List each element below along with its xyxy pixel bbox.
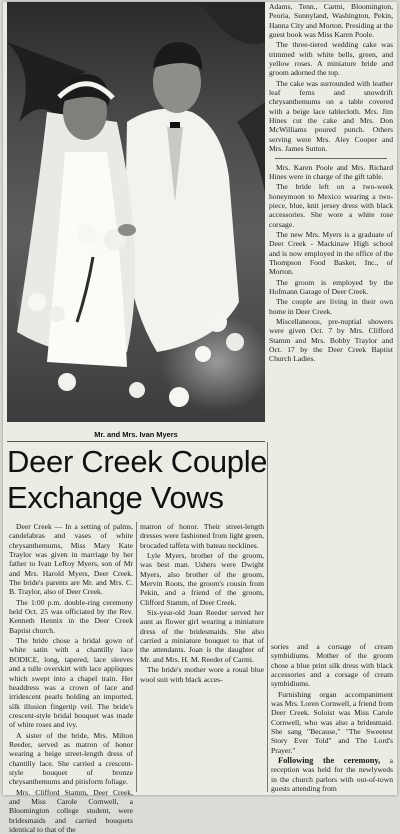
- paragraph: Adams, Tenn., Carmi, Bloomington, Peoria, Sunnyland, Washington, Pekin, Hanna City and Morton. Presiding at the guest book was Miss Karen Poole.: [269, 2, 393, 40]
- paragraph: The bride chose a bridal gown of white satin with a chantilly lace BODICE, long, tapered, lace sleeves and a tulle overskirt with lace appliques which swept into a chapel train. Her headdress was a crown of lace and irridescent pearls holding an imported, silk illusion fingertip veil. The bride's crescent-style bridal bouquet was made of white roses and ivy.: [9, 636, 133, 730]
- article-column-2: [140, 522, 264, 684]
- paragraph: A sister of the bride, Mrs. Milton Reeder, served as matron of honor wearing a beige street-length dress of chantilly lace. She carried a crescent-style bouquet of bronze chrysanthemums and pitisform foliage.: [9, 730, 133, 787]
- paragraph: Mrs. Karen Poole and Mrs. Richard Hines were in charge of the gift table.: [269, 162, 393, 181]
- column-divider: [136, 522, 137, 792]
- paragraph-rest: a reception was held for the newlyweds in the church parlors with out-of-town guests attending from: [271, 756, 393, 794]
- paragraph: Mrs. Clifford Stamm, Deer Creek, and Miss Carole Cornwell, a Bloomington college student, were bridesmaids and carried bouquets identical to that of the: [9, 787, 133, 834]
- article-headline: [7, 444, 397, 516]
- column-rule: [275, 158, 387, 159]
- paragraph: The 1:00 p.m. double-ring ceremony held Oct. 25 was officiated by the Rev. Kenneth Hennix in the Deer Creek Baptist church.: [9, 597, 133, 635]
- photo-caption: Mr. and Mrs. Ivan Myers: [94, 430, 178, 439]
- article-column-3: [271, 642, 393, 794]
- paragraph: The new Mrs. Myers is a graduate of Deer Creek - Mackinaw High school and is now employed in the office of the Thompson Food Basket, Inc., of Morton.: [269, 229, 393, 277]
- headline-line-1: Deer Creek Couple: [7, 444, 268, 479]
- paragraph: Six-year-old Joan Reeder served her aunt as flower girl wearing a miniature dress of the bridesmaids. She also carried a miniature bouquet to that of the attendants. Joan is the daughter of Mr. and Mrs. H. M. Reeder of Carmi.: [140, 608, 264, 664]
- paragraph: The bride's mother wore a roual blue wool suit with black acces-: [140, 665, 264, 684]
- paragraph: The couple are living in their own home in Deer Creek.: [269, 297, 393, 316]
- paragraph: Lyle Myers, brother of the groom, was best man. Ushers were Dwight Myers, also brother of the groom, Mervin Roots, the groom's cousin from Pekin, and a friend of the groom, Clifford Stamm, of Deer Creek.: [140, 551, 264, 607]
- column-divider: [267, 442, 268, 792]
- paragraph: The cake was surrounded with leather leaf ferns and snowdrift chrysanthemums on a table covered with a beige lace tablecloth. Mrs. Jim Hines cut the cake and Mrs. Don McWilliams poured punch. Others serving were Mrs. Aley Cooper and Mrs. James Sutton.: [269, 78, 393, 154]
- caption-rule: [7, 441, 265, 442]
- wedding-photo: [7, 2, 265, 422]
- paragraph: The bride left on a two-week honeymoon to Mexico wearing a two-piece, blue, knit jersey dress with black accessories. She wore a white rose corsage.: [269, 182, 393, 229]
- headline-line-2: Exchange Vows: [7, 480, 224, 515]
- continued-column: [269, 2, 393, 364]
- paragraph: The three-tiered wedding cake was trimmed with white bells, green, and yellow roses. A miniature bride and groom adorned the top.: [269, 40, 393, 78]
- paragraph: Furnishing organ accompaniment was Mrs. Loren Cornwell, a friend from Deer Creek. Soloist was Miss Carole Cornwell, who was also a bridesmaid. She sang "Because," "The Sweetest Story Ever Told" and The Lord's Prayer.": [271, 689, 393, 755]
- paragraph: Miscellaneous, pre-nuptial showers were given Oct. 7 by Mrs. Clifford Stamm and Mrs. Bobby Traylor and Oct. 17 by the Deer Creek Baptist Church Ladies.: [269, 317, 393, 364]
- paragraph: Deer Creek — In a setting of palms, candelabras and vases of white chrysanthemums, Miss Mary Kate Traylor was given in marriage by her father to Ivan LeRoy Myers, son of Mr and Mrs. Harold Myers, Deer Creek. The bride's parents are Mr. and Mrs. C. B. Traylor, also of Deer Creek.: [9, 522, 133, 597]
- article-column-1: [9, 522, 133, 834]
- paragraph: [271, 756, 393, 793]
- paragraph: matron of honor. Their street-length dresses were fashioned from light green, brocaded taffeta with bateau necklines.: [140, 522, 264, 550]
- paragraph: sories and a corsage of cream symbidiums. Mother of the groom chose a blue print silk dress with black accessories and a corsage of cream symbidiums.: [271, 642, 393, 689]
- paragraph: The groom is employed by the Hofmann Garage of Deer Creek.: [269, 277, 393, 296]
- newspaper-clipping: [3, 2, 397, 834]
- bold-lead-in: Following the ceremony,: [278, 756, 381, 766]
